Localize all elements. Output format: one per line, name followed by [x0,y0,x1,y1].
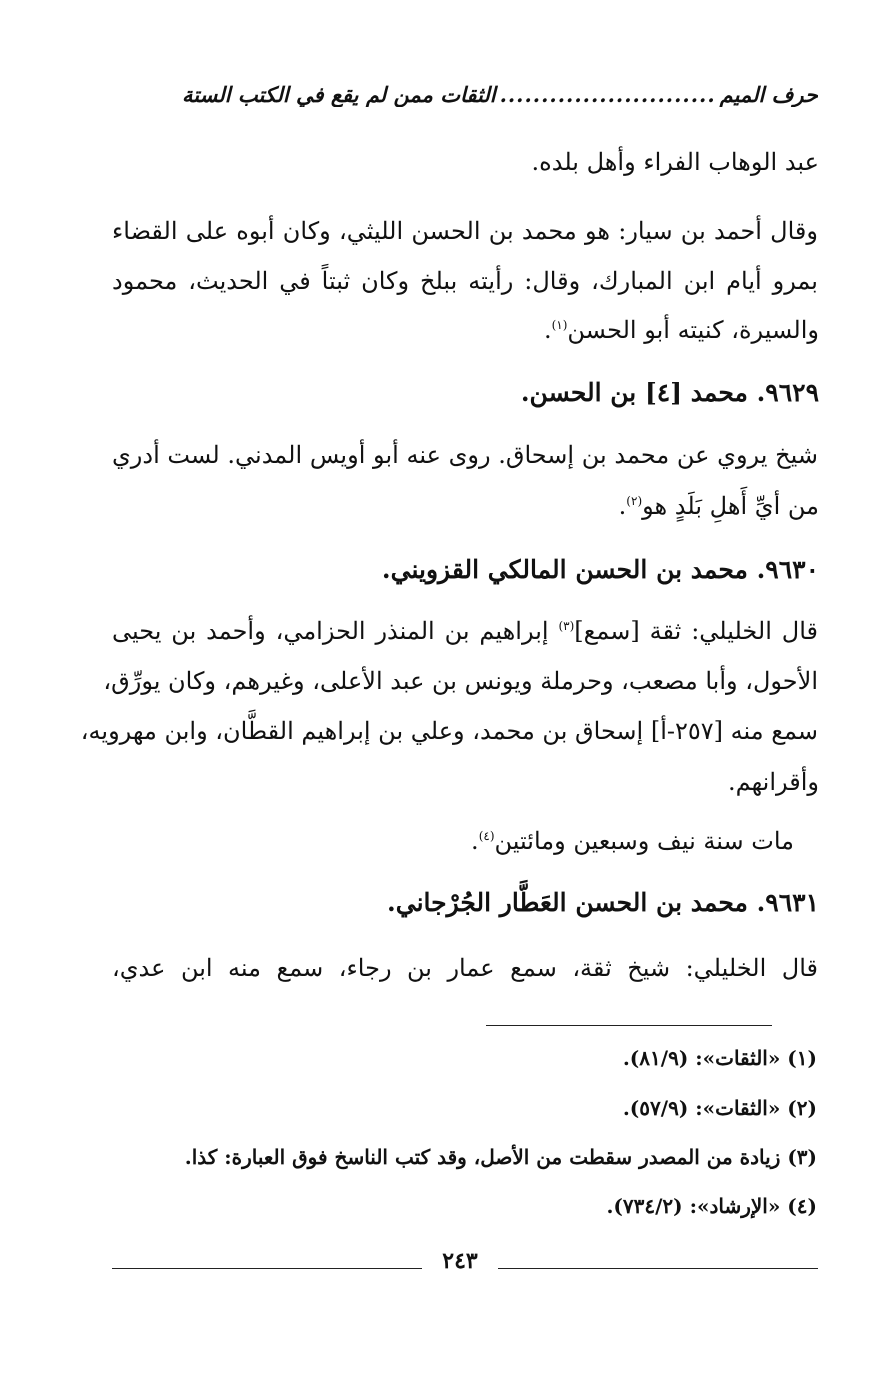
footnote-ref-3: (٣) [558,619,575,633]
footnote-ref-2: (٢) [626,494,643,508]
body-line-3: بمرو أيام ابن المبارك، وقال: رأيته ببلخ وكان ثبتاً في الحديث، محمود [112,267,818,295]
header-dots: .......................... [499,82,716,107]
body-line-11: سمع منه [٢٥٧-أ] إسحاق بن محمد، وعلي بن إبراهيم القطَّان، وابن مهرويه، [80,717,818,745]
header-chapter: حرف الميم [719,82,818,107]
body-line-6: شيخ يروي عن محمد بن إسحاق. روى عنه أبو أويس المدني. لست أدري [112,441,818,469]
footnote-2: (٢) «الثقات»: (٥٧/٩). [622,1096,817,1120]
entry-9630-title: ٩٦٣٠. محمد بن الحسن المالكي القزويني. [381,555,819,584]
body-line-1: عبد الوهاب الفراء وأهل بلده. [531,148,819,176]
body-line-13: مات سنة نيف وسبعين ومائتين$^{(٤)}$. [471,827,794,855]
body-line-2: وقال أحمد بن سيار: هو محمد بن الحسن الليثي، وكان أبوه على القضاء [112,217,818,245]
bottom-rule-left [112,1268,422,1269]
running-header [112,82,818,107]
body-line-4: والسيرة، كنيته أبو الحسن$^{(١)}$. [543,316,819,344]
entry-9631-title: ٩٦٣١. محمد بن الحسن العَطَّار الجُرْجاني. [387,888,819,917]
page-number: ٢٤٣ [442,1248,478,1274]
footnote-3: (٣) زيادة من المصدر سقطت من الأصل، وقد كتب الناسخ فوق العبارة: كذا. [184,1145,817,1169]
body-line-12: وأقرانهم. [728,768,819,796]
body-line-7: من أيِّ أَهلِ بَلَدٍ هو$^{(٢)}$. [618,492,819,520]
bottom-rule-right [498,1268,818,1269]
footnote-separator [486,1025,772,1026]
footnote-ref-1: (١) [551,318,568,332]
body-line-9: قال الخليلي: ثقة [سمع]$^{(٣)}$ إبراهيم بن المنذر الحزامي، وأحمد بن يحيى [112,617,818,645]
footnote-ref-4: (٤) [478,829,495,843]
header-book-title: الثقات ممن لم يقع في الكتب الستة [182,82,496,107]
footnote-4: (٤) «الإرشاد»: (٧٣٤/٢). [606,1194,817,1218]
entry-9629-title: ٩٦٢٩. محمد [٤] بن الحسن. [520,378,819,407]
body-line-10: الأحول، وأبا مصعب، وحرملة ويونس بن عبد الأعلى، وغيرهم، وكان يورِّق، [103,667,818,695]
body-line-15: قال الخليلي: شيخ ثقة، سمع عمار بن رجاء، سمع منه ابن عدي، [112,954,818,982]
footnote-1: (١) «الثقات»: (٨١/٩). [622,1046,817,1070]
